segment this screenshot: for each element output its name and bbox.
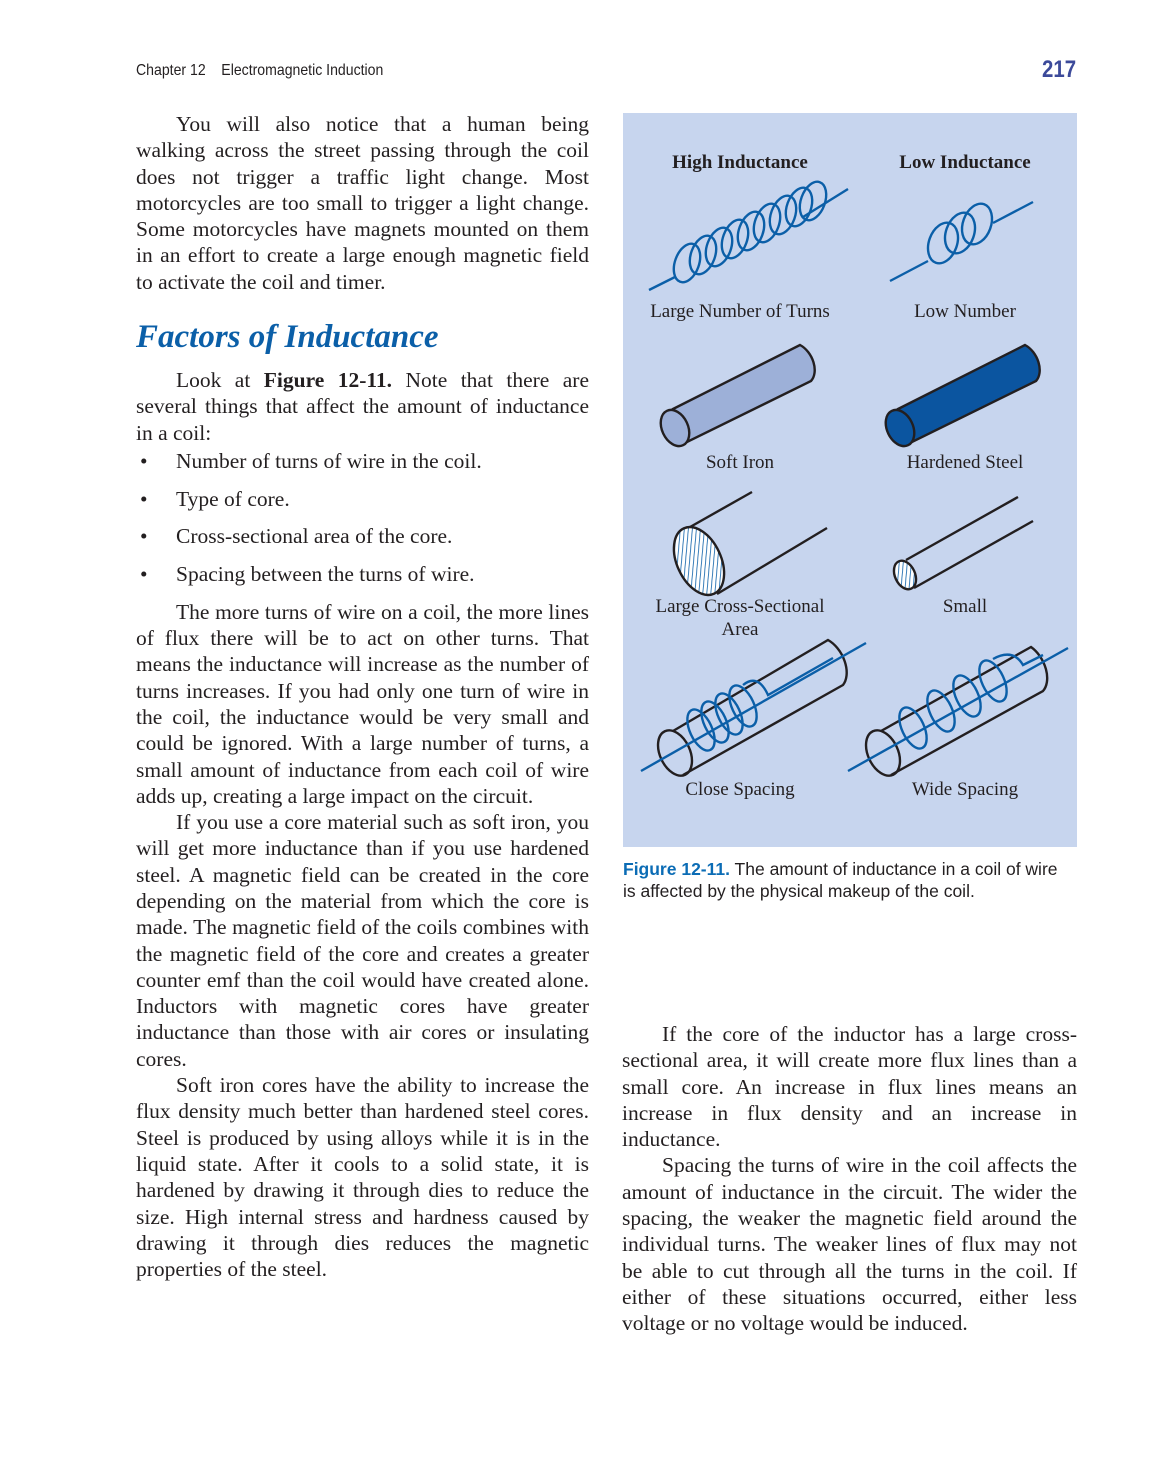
- bullet-icon: •: [140, 562, 148, 587]
- body-paragraph: Soft iron cores have the ability to increase the flux density much better than hardened steel cores. Steel is produced by using alloys while it is in the liquid state. After it cools to a solid state, it is hardened by drawing it through dies to reduce the size. High internal stress and hardness caused by drawing it through dies reduces the magnetic properties of the steel.: [136, 1073, 589, 1282]
- label-low-number: Low Number: [914, 301, 1016, 322]
- list-item: [136, 486, 589, 512]
- section-heading: Factors of Inductance: [136, 319, 439, 356]
- bullet-icon: •: [140, 486, 148, 511]
- label-hardened-steel: Hardened Steel: [906, 452, 1024, 473]
- list-item-text: Spacing between the turns of wire.: [176, 562, 475, 587]
- small-cross-section-icon: [890, 497, 1033, 593]
- factors-list: [136, 448, 589, 587]
- list-item: [136, 561, 589, 587]
- figure-number: Figure 12-11.: [623, 859, 730, 879]
- soft-iron-core-icon: [655, 345, 815, 451]
- wide-spacing-coil-icon: [848, 647, 1068, 781]
- body-paragraph: If you use a core material such as soft iron, you will get more inductance than if you use hardened steel. A magnetic field can be created in the core depending on the material from which the core is made. The magnetic field of the coils combines with the magnetic field of the core and creates a greater counter emf than the coil would have created alone. Inductors with magnetic cores have greater inductance than those with air cores or insulating cores.: [136, 810, 589, 1071]
- low-inductance-heading: Low Inductance: [899, 152, 1031, 173]
- bullet-icon: •: [140, 448, 148, 473]
- close-spacing-coil-icon: [641, 640, 866, 781]
- page-number: 217: [1041, 56, 1076, 83]
- intro-paragraph: You will also notice that a human being walking across the street passing through the coil does not trigger a traffic light change. Most motorcycles are too small to trigger a light change. Some motorcycles have magnets mounted on them in an effort to create a large enough magnetic field to activate the coil and timer.: [136, 112, 589, 294]
- inductance-illustrations: [623, 113, 1077, 847]
- chapter-title: Chapter 12 Electromagnetic Induction: [136, 62, 384, 79]
- label-area: Area: [721, 619, 759, 640]
- label-small: Small: [942, 596, 988, 617]
- right-column: [622, 1021, 1077, 1337]
- label-large-number-of-turns: Large Number of Turns: [650, 301, 830, 322]
- lead-prefix: Look at: [176, 368, 264, 393]
- large-cross-section-icon: [664, 492, 827, 603]
- coil-few-turns-icon: [890, 199, 1033, 281]
- figure-reference: Figure 12-11.: [263, 368, 393, 393]
- high-inductance-heading: High Inductance: [672, 152, 808, 173]
- label-close-spacing: Close Spacing: [685, 779, 795, 800]
- body-paragraph: The more turns of wire on a coil, the more lines of flux there will be to act on other turns. That means the inductance will increase as the number of turns increases. If you had only one turn of wire in the coil, the inductance would be very small and could be ignored. With a large number of turns, a small amount of inductance from each coil of wire adds up, creating a large impact on the circuit.: [136, 599, 589, 808]
- list-item-text: Type of core.: [176, 486, 290, 511]
- running-header: [136, 58, 1076, 88]
- list-item: [136, 448, 589, 474]
- figure-caption: [623, 858, 1063, 902]
- hardened-steel-core-icon: [880, 345, 1040, 451]
- list-item-text: Number of turns of wire in the coil.: [176, 448, 482, 473]
- label-soft-iron: Soft Iron: [705, 452, 775, 473]
- figure-12-11: [623, 113, 1077, 847]
- body-paragraph: Spacing the turns of wire in the coil affects the amount of inductance in the circuit. The wider the spacing, the weaker the magnetic field around the individual turns. The weaker lines of flux may not be able to cut through all the turns in the coil. If either of these situations occurred, either less voltage or no voltage would be induced.: [622, 1153, 1077, 1336]
- lead-paragraph: [136, 367, 589, 446]
- left-column: [136, 111, 589, 1282]
- body-paragraph: If the core of the inductor has a large cross-sectional area, it will create more flux lines than a small core. An increase in flux lines means an increase in flux density and an increase in inductance.: [622, 1022, 1077, 1152]
- label-wide-spacing: Wide Spacing: [911, 779, 1019, 800]
- bullet-icon: •: [140, 524, 148, 549]
- label-large-cross-sectional: Large Cross-Sectional: [655, 596, 825, 617]
- list-item-text: Cross-sectional area of the core.: [176, 524, 453, 549]
- lead-suffix: Note that there are several things that affect the amount of inductance in a coil:: [136, 368, 590, 445]
- coil-many-turns-icon: [649, 178, 848, 290]
- list-item: [136, 523, 589, 549]
- caption-text: The amount of inductance in a coil of wire is affected by the physical makeup of the coil.: [623, 859, 1058, 901]
